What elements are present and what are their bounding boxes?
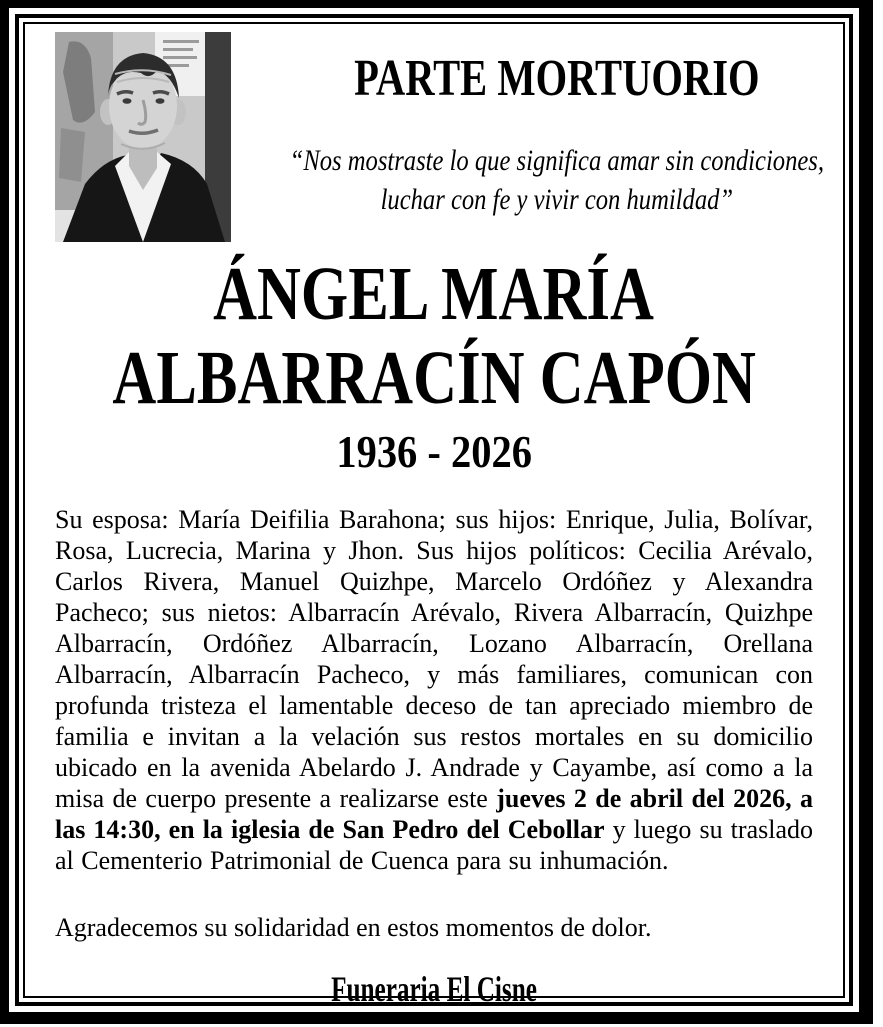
announcement-paragraph — [55, 504, 813, 876]
service-datetime-bold: jueves 2 de abril del 2026, a las 14:30, en la iglesia de San Pedro del Cebollar — [55, 784, 813, 844]
life-years: 1936 - 2026 — [336, 426, 532, 477]
deceased-photo — [55, 32, 231, 242]
deceased-name-block — [55, 252, 813, 478]
header-text-block — [231, 26, 883, 219]
header-section — [55, 26, 825, 242]
funeral-home-name: Funeraria El Cisne — [331, 969, 537, 1009]
announcement-text-end: y luego su traslado al Cementerio Patrimonial de Cuenca para su inhumación. — [55, 815, 813, 875]
deceased-name-line-1: ÁNGEL MARÍA — [213, 252, 655, 336]
print-reference-code: 48916-1abr — [743, 1013, 799, 1027]
memorial-quote — [290, 141, 824, 219]
portrait-photo-graphic — [55, 32, 231, 242]
quote-line-2: luchar con fe y vivir con humildad” — [380, 182, 734, 216]
announcement-text-start: Su esposa: María Deifilia Barahona; sus hijos: Enrique, Julia, Bolívar, Rosa, Lucrecia, Marina y Jhon. Sus hijos políticos: Cecilia Arévalo, Carlos Rivera, Manuel Quizhpe, Marcelo Ordóñez y Alexandra Pacheco; sus nietos: Albarracín Arévalo, Rivera Albarracín, Quizhpe Albarracín, Ordóñez Albarracín, Lozano Albarracín, Orellana Albarracín, Albarracín Pacheco, y más familiares, comunican con profunda tristeza el lamentable deceso de tan apreciado miembro de familia e invitan a la velación sus restos mortales en su domicilio ubicado en la avenida Abelardo J. Andrade y Cayambe, así como a la misa de cuerpo presente a realizarse este — [55, 505, 813, 813]
outer-frame — [15, 14, 853, 1027]
notice-title: PARTE MORTUORIO — [354, 50, 760, 107]
gratitude-line: Agradecemos su solidaridad en estos momentos de dolor. — [55, 913, 652, 942]
quote-line-1: “Nos mostraste lo que significa amar sin condiciones, — [289, 143, 825, 177]
deceased-name-line-2: ALBARRACÍN CAPÓN — [112, 336, 756, 420]
inner-frame — [23, 22, 845, 1027]
